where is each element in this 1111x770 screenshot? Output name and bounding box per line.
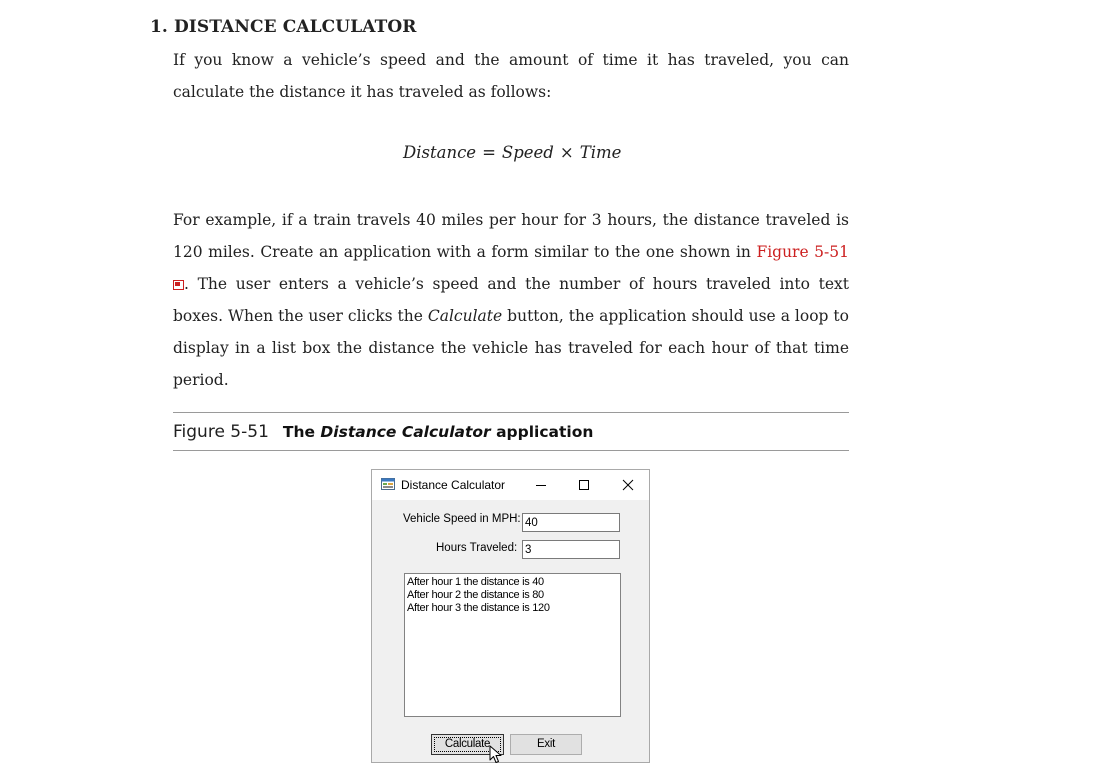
calculate-button[interactable]: Calculate (431, 734, 504, 755)
figure-bottom-rule (173, 450, 849, 451)
formula-time: Time (579, 143, 622, 162)
window-titlebar[interactable] (372, 470, 649, 500)
figure-link[interactable]: Figure 5-51 (756, 243, 849, 261)
app-form-icon (381, 478, 395, 490)
figure-title (283, 423, 594, 441)
speed-label: Vehicle Speed in MPH: (403, 513, 521, 525)
example-text-1: For example, if a train travels 40 miles per hour for 3 hours, the distance traveled is 120 miles. Create an application with a form similar to the one shown in (173, 211, 849, 261)
figure-title-suffix: application (490, 423, 594, 441)
distance-calculator-window (371, 469, 650, 763)
minimize-icon[interactable] (528, 475, 554, 495)
formula-equals: = (482, 143, 496, 162)
maximize-icon[interactable] (571, 475, 597, 495)
hours-label: Hours Traveled: (436, 542, 518, 554)
figure-title-italic: Distance Calculator (320, 423, 491, 441)
example-text-2: . The user enters a vehicle’s speed and the number of hours traveled into text boxes. When the user clicks the (173, 275, 849, 325)
list-item[interactable]: After hour 1 the distance is 40 (407, 576, 544, 588)
return-link-icon[interactable] (173, 280, 184, 290)
close-icon[interactable] (615, 475, 641, 495)
window-title: Distance Calculator (401, 478, 506, 492)
formula-times: × (559, 143, 574, 162)
intro-paragraph: If you know a vehicle’s speed and the amount of time it has traveled, you can calculate the distance it has traveled as follows: (173, 51, 849, 101)
figure-caption (173, 422, 593, 442)
list-item[interactable]: After hour 2 the distance is 80 (407, 589, 544, 601)
exit-button[interactable]: Exit (510, 734, 582, 755)
distance-formula (403, 143, 621, 162)
hours-input[interactable]: 3 (522, 540, 620, 559)
figure-top-rule (173, 412, 849, 413)
distance-listbox[interactable] (404, 573, 621, 717)
example-text-3: button, the application should use a loop to display in a list box the distance the vehicle has traveled for each hour of that time period. (173, 307, 849, 389)
speed-input[interactable]: 40 (522, 513, 620, 532)
figure-number: Figure 5-51 (173, 422, 269, 442)
formula-lhs: Distance (403, 143, 477, 162)
section-heading: 1. DISTANCE CALCULATOR (150, 17, 417, 37)
formula-speed: Speed (501, 143, 554, 162)
example-paragraph (173, 204, 849, 396)
calculate-italic: Calculate (427, 307, 503, 325)
mouse-pointer-icon (489, 745, 503, 765)
list-item[interactable]: After hour 3 the distance is 120 (407, 602, 550, 614)
figure-title-prefix: The (282, 423, 321, 441)
